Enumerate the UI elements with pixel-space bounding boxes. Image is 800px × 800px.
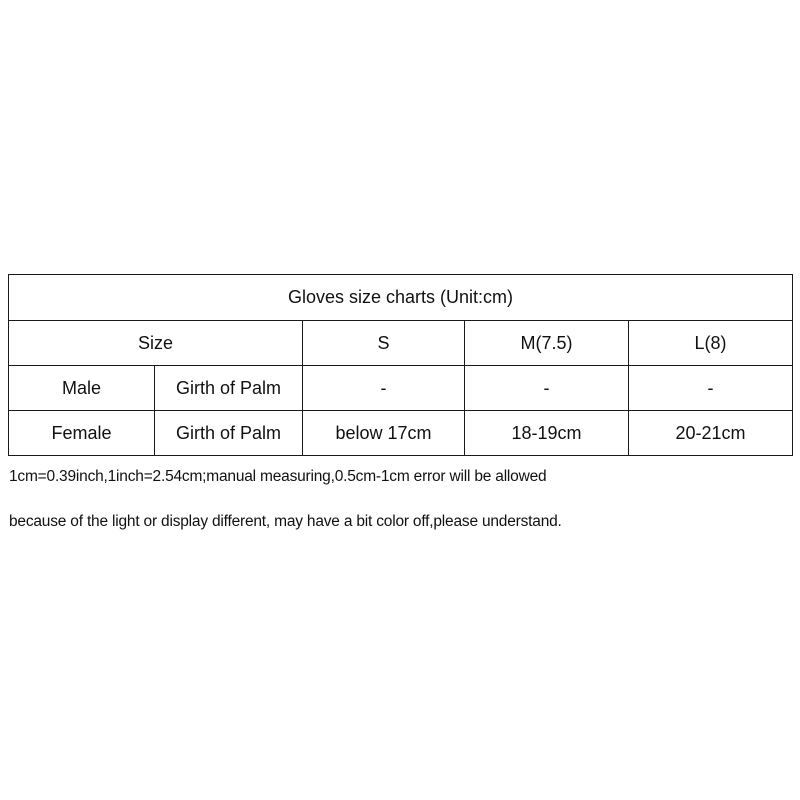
header-row	[9, 321, 793, 366]
row-measure-label: Girth of Palm	[155, 366, 303, 411]
table-row	[9, 411, 793, 456]
size-header-s: S	[303, 321, 465, 366]
row-group-label: Male	[9, 366, 155, 411]
table-cell: -	[303, 366, 465, 411]
size-header-m: M(7.5)	[465, 321, 629, 366]
table-title: Gloves size charts (Unit:cm)	[9, 275, 793, 321]
title-row	[9, 275, 793, 321]
measurement-note: 1cm=0.39inch,1inch=2.54cm;manual measuring,0.5cm-1cm error will be allowed	[9, 468, 547, 485]
table-cell: below 17cm	[303, 411, 465, 456]
row-measure-label: Girth of Palm	[155, 411, 303, 456]
table-cell: -	[629, 366, 793, 411]
size-chart-table	[8, 274, 793, 456]
color-disclaimer-note: because of the light or display different, may have a bit color off,please understand.	[9, 513, 562, 530]
table-cell: -	[465, 366, 629, 411]
table-cell: 20-21cm	[629, 411, 793, 456]
table-row	[9, 366, 793, 411]
size-header-l: L(8)	[629, 321, 793, 366]
size-header-label: Size	[9, 321, 303, 366]
table-cell: 18-19cm	[465, 411, 629, 456]
row-group-label: Female	[9, 411, 155, 456]
